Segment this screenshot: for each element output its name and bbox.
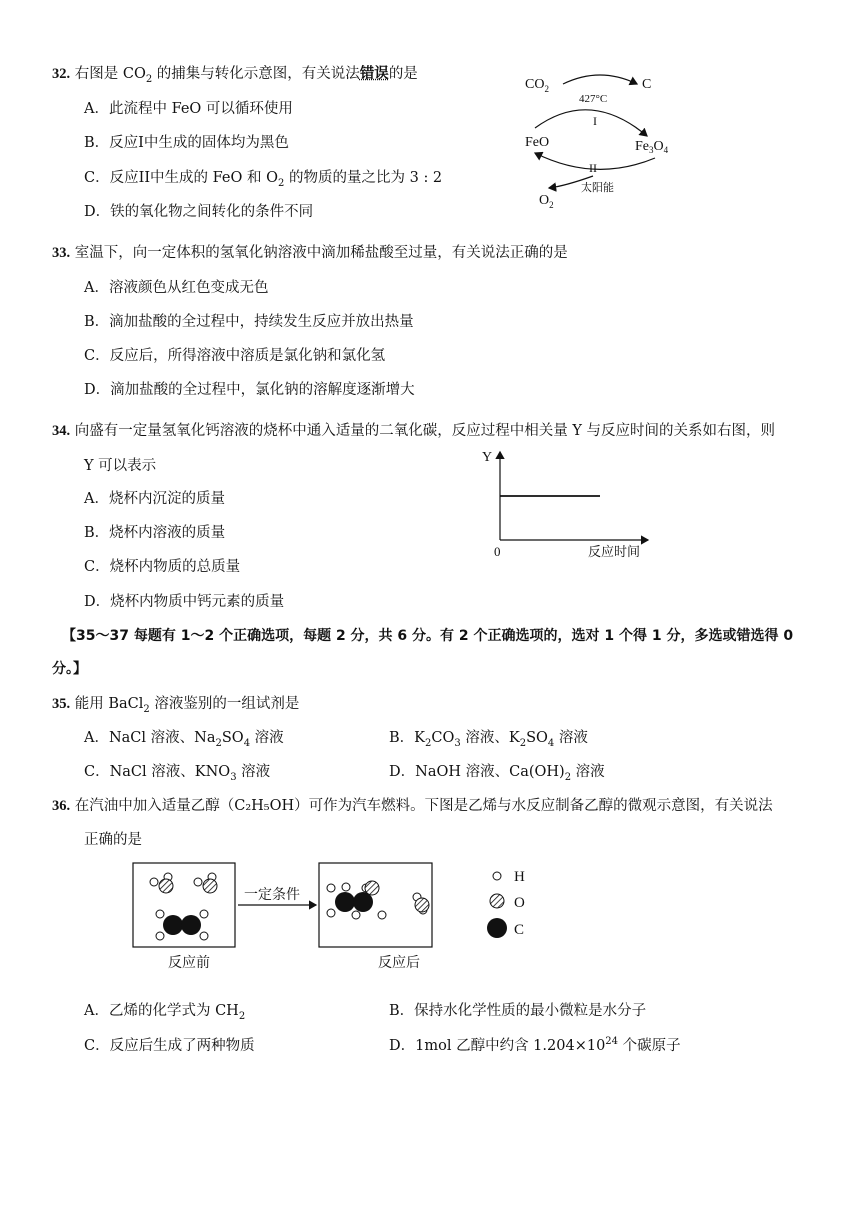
q34-option-c: C．烧杯内物质的总质量	[84, 559, 241, 575]
carbon-label: C	[642, 77, 652, 92]
q32-stem	[52, 62, 418, 85]
o2-label: $O_2$	[539, 193, 554, 210]
option-text: D．NaOH 溶液、Ca(OH)	[389, 764, 565, 780]
option-text: 个碳原子	[618, 1038, 681, 1054]
superscript: 24	[605, 1036, 619, 1048]
q36-option-c: C．反应后生成了两种物质	[84, 1038, 255, 1054]
question-number: 36.	[52, 798, 71, 814]
emphasis-text: 错误	[359, 65, 389, 82]
q34-stem-line2: Y 可以表示	[84, 458, 157, 474]
option-text: SO	[221, 730, 244, 746]
legend-c-label: C	[514, 922, 525, 938]
subscript: 4	[243, 737, 251, 749]
temperature-label: 427°C	[579, 93, 608, 105]
q33-option-b: B．滴加盐酸的全过程中，持续发生反应并放出热量	[84, 314, 414, 330]
x-axis-label: 反应时间	[588, 545, 641, 560]
q33-option-a: A．溶液颜色从红色变成无色	[84, 280, 269, 296]
option-text: D．1mol 乙醇中约含 1.204×10	[389, 1038, 606, 1054]
arrow-feo-to-fe3o4	[535, 110, 647, 136]
subscript: 2	[278, 177, 285, 189]
q34-option-d: D．烧杯内物质中钙元素的质量	[84, 594, 285, 610]
legend-hydrogen	[493, 869, 525, 885]
reaction-ii-label: II	[589, 161, 597, 175]
stem-text: 能用 BaCl	[74, 696, 144, 712]
option-text: C．NaCl 溶液、KNO	[84, 764, 231, 780]
after-label: 反应后	[378, 955, 420, 971]
q36-option-b: B．保持水化学性质的最小微粒是水分子	[389, 1003, 647, 1019]
stem-text: 室温下，向一定体积的氢氧化钠溶液中滴加稀盐酸至过量，有关说法正确的是	[74, 245, 568, 261]
q35-option-a	[84, 726, 284, 749]
q36-option-d	[389, 1034, 681, 1055]
option-text: A．乙烯的化学式为 CH	[84, 1003, 239, 1019]
stem-text: 在汽油中加入适量乙醇（C₂H₅OH）可作为汽车燃料。下图是乙烯与水反应制备乙醇的微观示意图，有关说法	[74, 798, 773, 814]
q32-option-d: D．铁的氧化物之间转化的条件不同	[84, 204, 314, 220]
subscript: 2	[238, 1010, 246, 1022]
q32-option-a: A．此流程中 FeO 可以循环使用	[84, 101, 293, 117]
q35-option-c	[84, 760, 270, 783]
stem-text: 溶液鉴别的一组试剂是	[149, 696, 300, 712]
subscript: 2	[519, 737, 527, 749]
q34-option-a: A．烧杯内沉淀的质量	[84, 491, 225, 507]
q36-option-a	[84, 999, 245, 1022]
arrow-co2-to-c	[563, 75, 637, 84]
q33-option-c: C．反应后，所得溶液中溶质是氯化钠和氯化氢	[84, 348, 386, 364]
solar-energy-label: 太阳能	[581, 181, 614, 194]
option-text: SO	[526, 730, 548, 746]
option-text: 溶液	[250, 730, 284, 746]
q35-option-b	[389, 726, 588, 749]
q32-option-b: B．反应I中生成的固体均为黑色	[84, 135, 289, 151]
co2-label: $CO_2$	[525, 77, 549, 94]
subscript: 2	[425, 737, 432, 749]
legend-o-label: O	[514, 895, 525, 911]
q36-stem-line2: 正确的是	[84, 832, 142, 848]
before-label: 反应前	[168, 955, 210, 971]
stem-text: 向盛有一定量氢氧化钙溶液的烧杯中通入适量的二氧化碳，反应过程中相关量 Y 与反应时间的关系如右图，则	[74, 423, 776, 439]
subscript: 3	[454, 737, 461, 749]
option-text: 的物质的量之比为 3 : 2	[284, 170, 443, 186]
q32-option-c	[84, 166, 442, 189]
subscript: 2	[215, 737, 222, 749]
subscript: 2	[143, 703, 150, 715]
fe3o4-label: $Fe_3O_4$	[635, 139, 669, 155]
condition-label: 一定条件	[244, 887, 300, 903]
question-number: 32.	[52, 66, 71, 82]
option-text: B．K	[389, 730, 425, 746]
q35-option-d	[389, 760, 605, 783]
option-text: 溶液	[554, 730, 588, 746]
section-note-line2: 分。】	[52, 661, 87, 677]
q35-stem	[52, 692, 299, 715]
subscript: 2	[145, 73, 153, 85]
water-molecule	[194, 873, 217, 893]
question-number: 33.	[52, 245, 71, 261]
option-text: 溶液	[571, 764, 605, 780]
stem-text: 右图是 CO	[74, 66, 146, 82]
water-molecule	[150, 873, 173, 893]
question-number: 35.	[52, 696, 71, 712]
water-molecule	[413, 893, 429, 914]
legend-oxygen	[490, 894, 525, 911]
q34-stem-line1	[52, 419, 775, 440]
ethanol-molecule	[327, 881, 386, 919]
q33-stem	[52, 241, 568, 262]
subscript: 2	[564, 771, 572, 783]
q36-stem-line1	[52, 794, 773, 815]
question-number: 34.	[52, 423, 71, 439]
q34-option-b: B．烧杯内溶液的质量	[84, 525, 226, 541]
ethylene-molecule	[156, 910, 208, 940]
option-text: 溶液	[236, 764, 271, 780]
legend-h-label: H	[514, 869, 525, 885]
y-axis-label: Y	[482, 450, 493, 465]
option-text: 溶液、K	[460, 730, 520, 746]
section-note-line1: 【35～37 每题有 1～2 个正确选项，每题 2 分，共 6 分。有 2 个正确选项的，选对 1 个得 1 分，多选或错选得 0	[62, 628, 794, 644]
origin-label: 0	[494, 544, 501, 559]
co2-cycle-diagram	[515, 68, 690, 210]
stem-text: 的捕集与转化示意图，有关说法	[152, 66, 360, 82]
option-text: C．反应II中生成的 FeO 和 O	[84, 170, 279, 186]
ethanol-reaction-diagram	[120, 855, 550, 975]
feo-label: FeO	[525, 135, 550, 150]
y-vs-time-graph	[470, 444, 660, 564]
before-box	[133, 863, 235, 947]
reaction-i-label: I	[593, 114, 597, 128]
option-text: CO	[431, 730, 455, 746]
option-text: A．NaCl 溶液、Na	[84, 730, 216, 746]
subscript: 4	[547, 737, 555, 749]
legend-carbon	[487, 918, 524, 938]
q33-option-d: D．滴加盐酸的全过程中，氯化钠的溶解度逐渐增大	[84, 382, 415, 398]
subscript: 3	[230, 771, 237, 783]
stem-text: 的是	[388, 66, 418, 82]
